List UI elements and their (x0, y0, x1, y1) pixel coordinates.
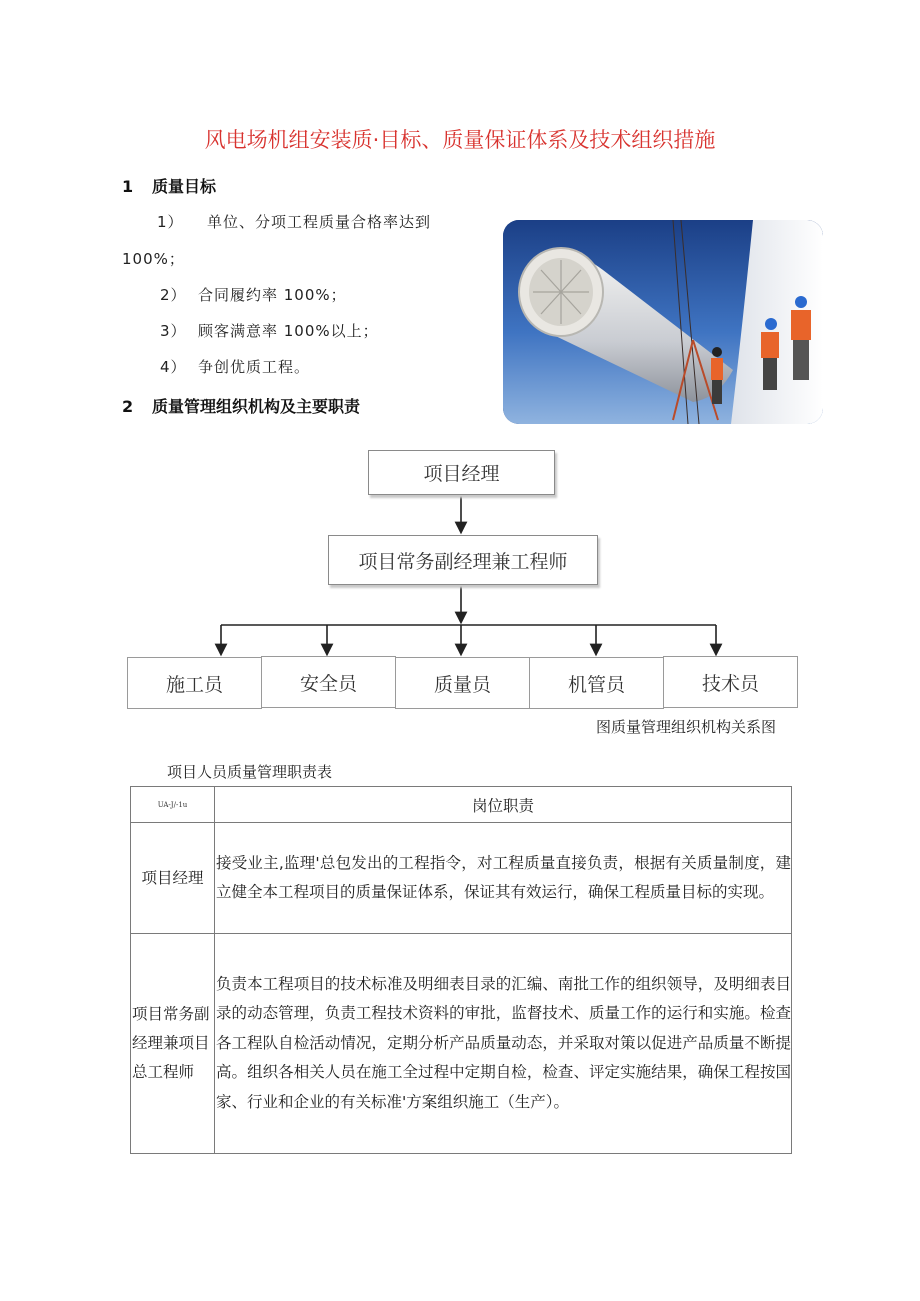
section-1-title: 质量目标 (152, 177, 217, 196)
goal-item-2-text: 合同履约率 100%； (198, 286, 347, 304)
duty-row-2-text: 负责本工程项目的技术标准及明细表目录的汇编、南批工作的组织领导，及明细表目录的动态管理，负责工程技术资料的审批，监督技术、质量工作的运行和实施。检查各工程队自检活动情况，定期分析产品质量动态，并采取对策以促进产品质量不断提高。组织各相关人员在施工全过程中定期自检，检查、评定实施结果，确保工程按国家、行业和企业的有关标准'方案组织施工（生产）。 (215, 934, 792, 1154)
goal-item-1-text: 单位、分项工程质量合格率达到 (207, 213, 432, 231)
goal-item-4-num: 4） (160, 358, 187, 376)
duty-header-left: UA-J/-1u (131, 787, 215, 823)
org-box-constructor: 施工员 (127, 657, 262, 709)
org-box-safety: 安全员 (261, 656, 396, 708)
org-box-project-manager: 项目经理 (368, 450, 555, 495)
org-box-deputy-manager: 项目常务副经理兼工程师 (328, 535, 598, 585)
org-box-quality: 质量员 (395, 657, 530, 709)
duty-table-caption: 项目人员质量管理职责表 (167, 763, 333, 781)
goal-item-4-text: 争创优质工程。 (198, 358, 311, 376)
goal-item-1-num: 1） (157, 213, 184, 231)
goal-item-1-cont: 100%； (122, 250, 185, 268)
duty-table-header (131, 787, 792, 823)
section-2-number: 2 (122, 397, 134, 416)
duty-row-2-role: 项目常务副经理兼项目总工程师 (131, 934, 215, 1154)
document-title: 风电场机组安装质·目标、质量保证体系及技术组织措施 (204, 128, 716, 152)
section-2-title: 质量管理组织机构及主要职责 (152, 397, 361, 416)
duty-row-1-text: 接受业主,监理'总包发出的工程指令，对工程质量直接负责，根据有关质量制度，建立健全本工程项目的质量保证体系，保证其有效运行，确保工程质量目标的实现。 (215, 823, 792, 934)
goal-item-2-num: 2） (160, 286, 187, 304)
goal-item-3-text: 顾客满意率 100%以上； (198, 322, 379, 340)
duty-row-manager (131, 823, 792, 934)
duty-header-right: 岗位职责 (215, 787, 792, 823)
org-box-technician: 技术员 (663, 656, 798, 708)
duty-table (130, 786, 792, 1154)
org-chart-caption: 图质量管理组织机构关系图 (596, 718, 777, 736)
section-1-number: 1 (122, 177, 134, 196)
duty-row-deputy (131, 934, 792, 1154)
duty-row-1-role: 项目经理 (131, 823, 215, 934)
goal-item-3-num: 3） (160, 322, 187, 340)
org-box-machinery: 机管员 (529, 657, 664, 709)
